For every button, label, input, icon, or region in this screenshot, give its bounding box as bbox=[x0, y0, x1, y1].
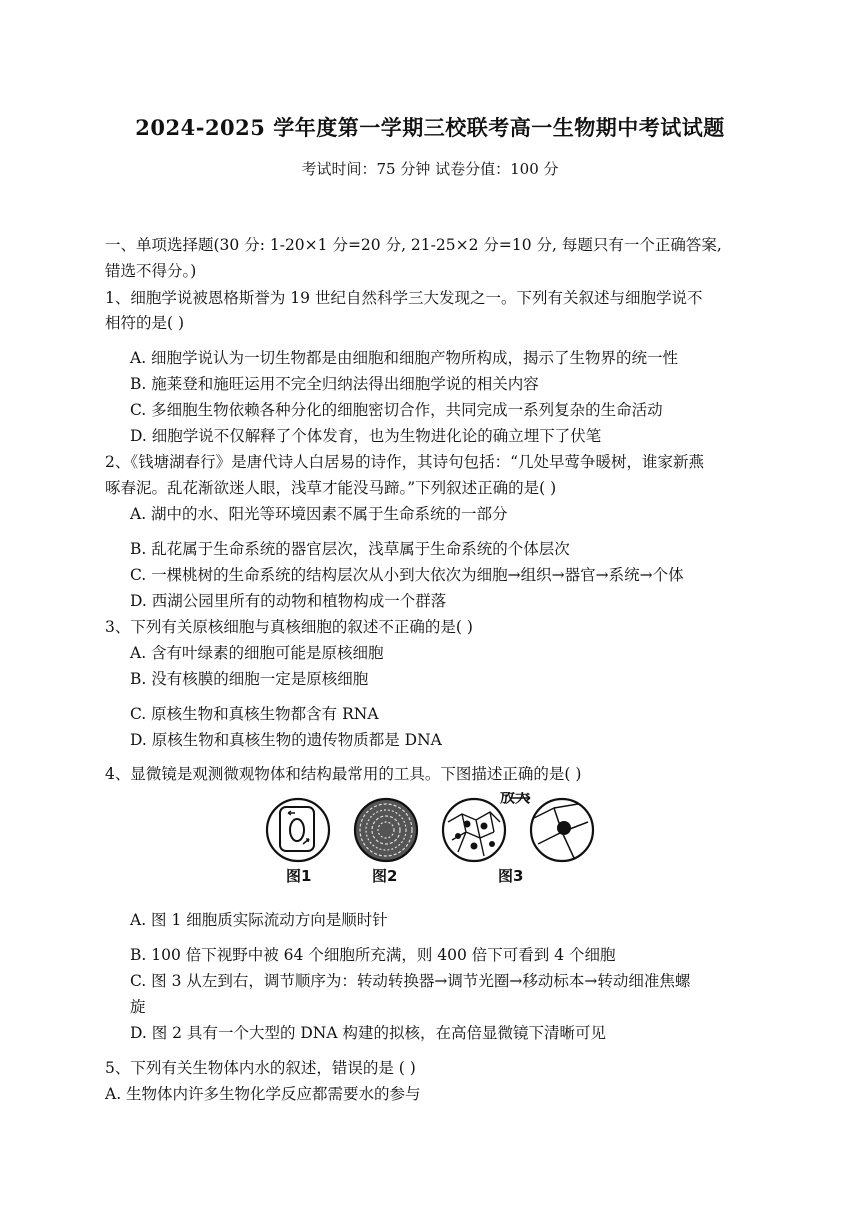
exam-title: 2024-2025 学年度第一学期三校联考高一生物期中考试试题 bbox=[135, 115, 725, 140]
q1-option-b: B. 施莱登和施旺运用不完全归纳法得出细胞学说的相关内容 bbox=[130, 375, 539, 393]
figure2-label: 图2 bbox=[372, 867, 398, 885]
q1-option-c: C. 多细胞生物依赖各种分化的细胞密切合作，共同完成一系列复杂的生命活动 bbox=[130, 401, 663, 419]
q4-option-d: D. 图 2 具有一个大型的 DNA 构建的拟核，在高倍显微镜下清晰可见 bbox=[130, 1024, 606, 1042]
q5-option-a: A. 生物体内许多生物化学反应都需要水的参与 bbox=[105, 1085, 421, 1103]
q4-stem: 4、显微镜是观测微观物体和结构最常用的工具。下图描述正确的是( ) bbox=[105, 765, 582, 783]
figure3-label: 图3 bbox=[498, 867, 524, 885]
exam-subtitle: 考试时间：75 分钟 试卷分值：100 分 bbox=[301, 160, 559, 178]
section-heading-line2: 错选不得分。) bbox=[105, 262, 197, 280]
microscope-figure bbox=[262, 792, 602, 888]
q3-option-c: C. 原核生物和真核生物都含有 RNA bbox=[130, 705, 379, 723]
q2-option-b: B. 乱花属于生命系统的器官层次，浅草属于生命系统的个体层次 bbox=[130, 540, 570, 558]
q4-option-c-line1: C. 图 3 从左到右，调节顺序为：转动转换器→调节光圈→移动标本→转动细准焦螺 bbox=[130, 972, 691, 990]
q4-option-b: B. 100 倍下视野中被 64 个细胞所充满，则 400 倍下可看到 4 个细胞 bbox=[130, 946, 616, 964]
q5-stem: 5、下列有关生物体内水的叙述，错误的是 ( ) bbox=[105, 1059, 416, 1077]
q3-stem: 3、下列有关原核细胞与真核细胞的叙述不正确的是( ) bbox=[105, 618, 473, 636]
figure1-label: 图1 bbox=[286, 867, 312, 885]
q3-option-a: A. 含有叶绿素的细胞可能是原核细胞 bbox=[130, 644, 384, 662]
q2-stem-line1: 2、《钱塘湖春行》是唐代诗人白居易的诗作，其诗句包括：“几处早莺争暖树，谁家新燕 bbox=[105, 453, 705, 471]
q4-option-c-line2: 旋 bbox=[130, 998, 146, 1016]
figure2-field-diagram bbox=[355, 799, 417, 861]
q1-option-d: D. 细胞学说不仅解释了个体发育，也为生物进化论的确立埋下了伏笔 bbox=[130, 427, 602, 445]
q2-stem-line2: 啄春泥。乱花渐欲迷人眼，浅草才能没马蹄。”下列叙述正确的是( ) bbox=[105, 479, 557, 497]
q2-option-c: C. 一棵桃树的生命系统的结构层次从小到大依次为细胞→组织→器官→系统→个体 bbox=[130, 566, 684, 584]
figure1-cell-diagram bbox=[267, 799, 329, 861]
q3-option-d: D. 原核生物和真核生物的遗传物质都是 DNA bbox=[130, 731, 442, 749]
q3-option-b: B. 没有核膜的细胞一定是原核细胞 bbox=[130, 670, 369, 688]
q2-option-d: D. 西湖公园里所有的动物和植物构成一个群落 bbox=[130, 592, 447, 610]
q4-option-a: A. 图 1 细胞质实际流动方向是顺时针 bbox=[130, 911, 388, 929]
section-heading-line1: 一、单项选择题(30 分: 1-20×1 分=20 分, 21-25×2 分=10 分, 每题只有一个正确答案, bbox=[105, 236, 722, 254]
figure3-zoom-label: 放大 bbox=[500, 792, 531, 806]
q2-option-a: A. 湖中的水、阳光等环境因素不属于生命系统的一部分 bbox=[130, 505, 508, 523]
q1-option-a: A. 细胞学说认为一切生物都是由细胞和细胞产物所构成，揭示了生物界的统一性 bbox=[130, 349, 679, 367]
q1-stem-line1: 1、细胞学说被恩格斯誉为 19 世纪自然科学三大发现之一。下列有关叙述与细胞学说不 bbox=[105, 289, 703, 307]
q1-stem-line2: 相符的是( ) bbox=[105, 314, 185, 332]
